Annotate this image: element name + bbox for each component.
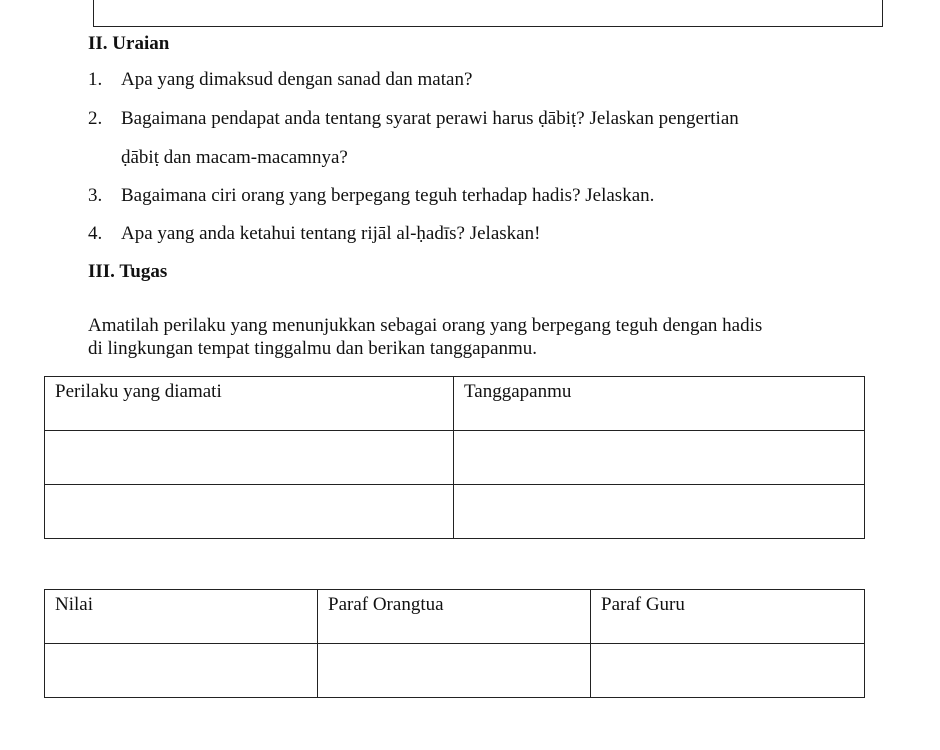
question-text: Bagaimana pendapat anda tentang syarat perawi harus ḍābiṭ? Jelaskan pengertian (121, 108, 739, 129)
task-instruction (88, 314, 888, 360)
question-text: Apa yang dimaksud dengan sanad dan matan? (121, 69, 473, 90)
observation-table (44, 376, 865, 539)
question-2 (88, 108, 878, 168)
header-nilai: Nilai (45, 590, 318, 644)
question-text-continued: ḍābiṭ dan macam-macamnya? (121, 147, 348, 168)
question-number: 2. (88, 108, 103, 129)
table-cell[interactable] (454, 431, 865, 485)
table-cell[interactable] (45, 644, 318, 698)
table-row (45, 644, 865, 698)
question-number: 3. (88, 185, 103, 206)
previous-answer-box (93, 0, 883, 27)
instruction-line-2: di lingkungan tempat tinggalmu dan berikan tanggapanmu. (88, 338, 538, 359)
section-heading-uraian: II. Uraian (88, 33, 170, 54)
question-number: 4. (88, 223, 103, 244)
table-cell[interactable] (454, 485, 865, 539)
table-header-row (45, 377, 865, 431)
question-text: Bagaimana ciri orang yang berpegang teguh terhadap hadis? Jelaskan. (121, 185, 655, 206)
question-4 (88, 223, 878, 245)
table-cell[interactable] (45, 485, 454, 539)
table-header-row (45, 590, 865, 644)
question-text: Apa yang anda ketahui tentang rijāl al-ḥadīs? Jelaskan! (121, 223, 541, 244)
table-row (45, 431, 865, 485)
section-heading-tugas: III. Tugas (88, 261, 168, 282)
question-1 (88, 69, 878, 91)
instruction-line-1: Amatilah perilaku yang menunjukkan sebagai orang yang berpegang teguh dengan hadis (88, 315, 763, 336)
table-cell[interactable] (45, 431, 454, 485)
header-paraf-orangtua: Paraf Orangtua (318, 590, 591, 644)
header-perilaku: Perilaku yang diamati (45, 377, 454, 431)
question-3 (88, 185, 878, 207)
table-cell[interactable] (318, 644, 591, 698)
table-row (45, 485, 865, 539)
header-tanggapan: Tanggapanmu (454, 377, 865, 431)
table-cell[interactable] (591, 644, 865, 698)
grade-table (44, 589, 865, 698)
question-number: 1. (88, 69, 103, 90)
header-paraf-guru: Paraf Guru (591, 590, 865, 644)
